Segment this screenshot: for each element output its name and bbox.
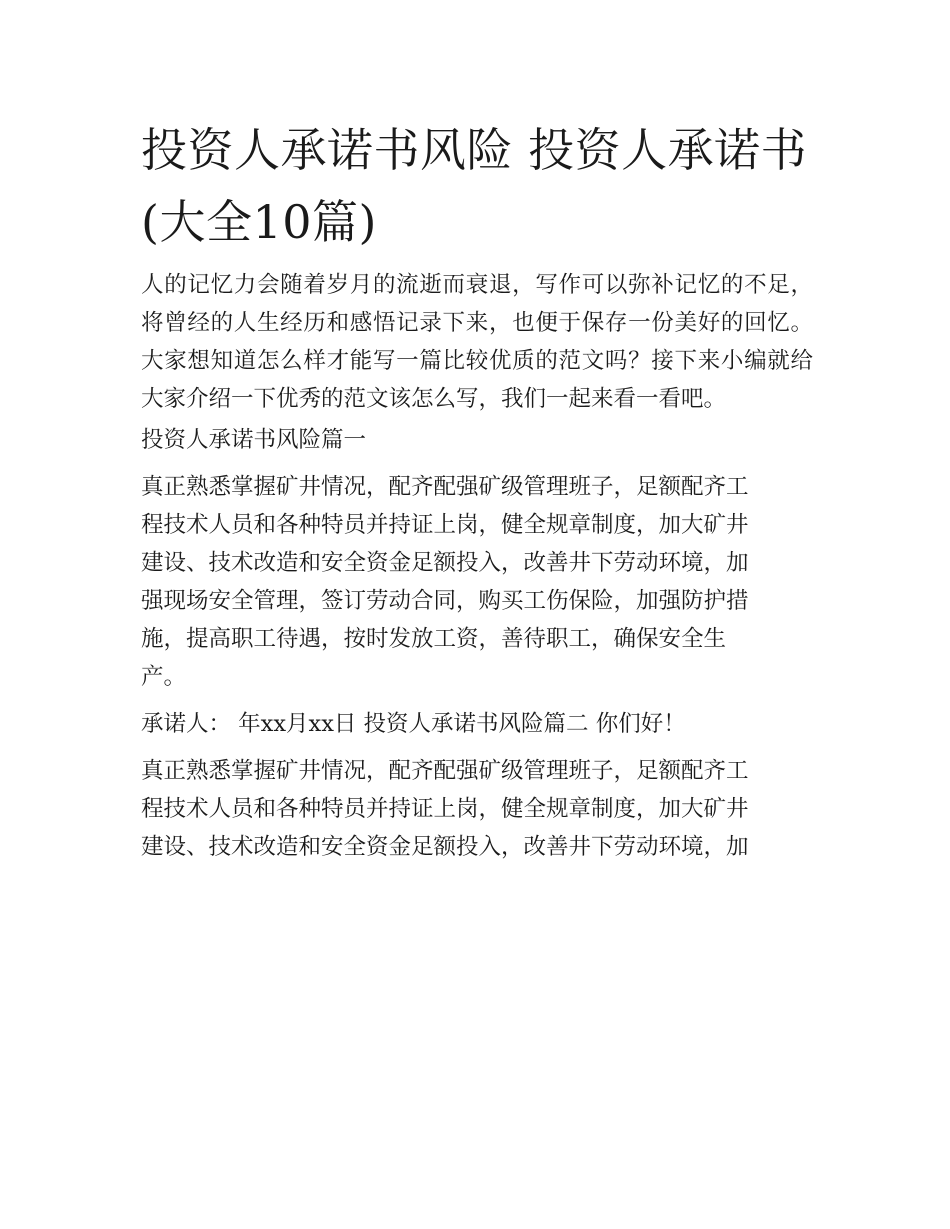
text-line: 强现场安全管理，签订劳动合同，购买工伤保险，加强防护措 — [141, 588, 749, 614]
text-line: 施，提高职工待遇，按时发放工资，善待职工，确保安全生 — [141, 626, 727, 652]
text-line: 程技术人员和各种特员并持证上岗，健全规章制度，加大矿井 — [141, 796, 749, 822]
body-paragraph-1 — [141, 459, 813, 696]
signature-line: 承诺人： 年xx月xx日 投资人承诺书风险篇二 你们好！ — [141, 711, 686, 737]
intro-paragraph: 人的记忆力会随着岁月的流逝而衰退，写作可以弥补记忆的不足，将曾经的人生经历和感悟记录下来，也便于保存一份美好的回忆。大家想知道怎么样才能写一篇比较优质的范文吗？接下来小编就给大家介绍一下优秀的范文该怎么写，我们一起来看一看吧。 — [141, 272, 813, 412]
text-line: 建设、技术改造和安全资金足额投入，改善井下劳动环境，加 — [141, 550, 749, 576]
text-line: 建设、技术改造和安全资金足额投入，改善井下劳动环境，加 — [141, 834, 749, 860]
text-line: 真正熟悉掌握矿井情况，配齐配强矿级管理班子，足额配齐工 — [141, 758, 749, 784]
text-line: 程技术人员和各种特员并持证上岗，健全规章制度，加大矿井 — [141, 512, 749, 538]
text-line: 真正熟悉掌握矿井情况，配齐配强矿级管理班子，足额配齐工 — [141, 474, 749, 500]
text-line: 产。 — [141, 664, 187, 690]
document-title: 投资人承诺书风险 投资人承诺书(大全10篇) — [141, 123, 808, 249]
section-heading-1: 投资人承诺书风险篇一 — [141, 427, 367, 453]
body-paragraph-2 — [141, 743, 813, 866]
document-page — [141, 114, 813, 866]
